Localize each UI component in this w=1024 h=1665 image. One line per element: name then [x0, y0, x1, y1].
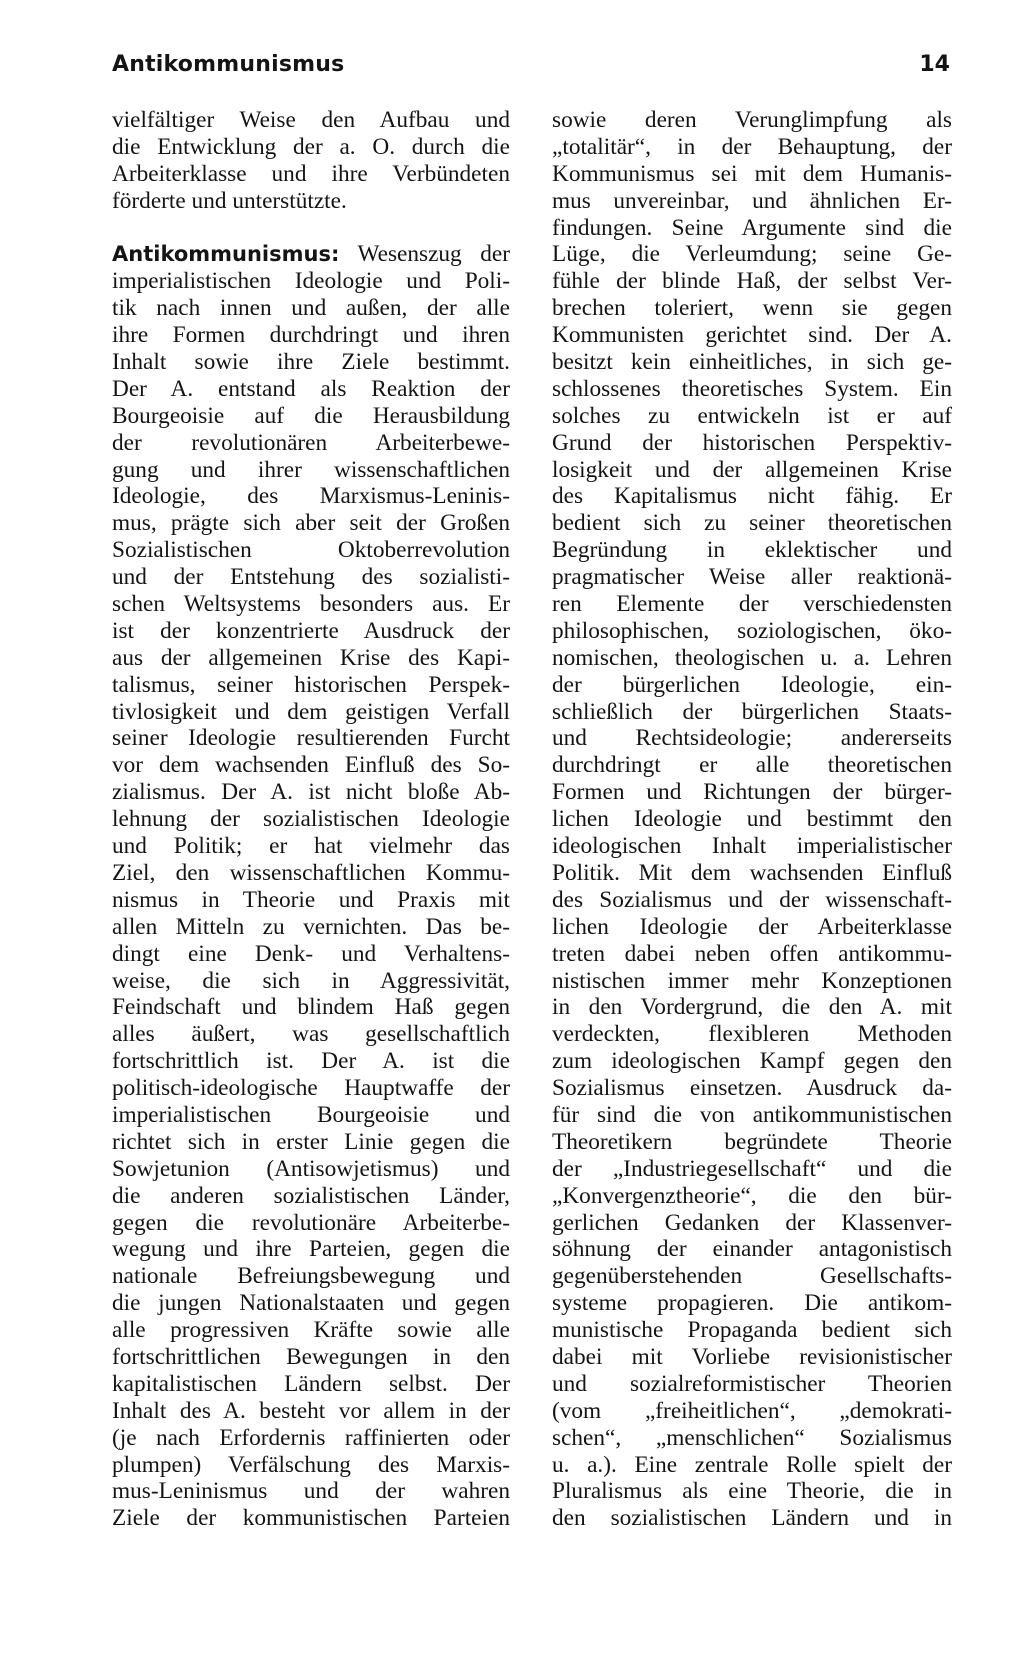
text-line: ren Elemente der verschiedensten [552, 591, 952, 618]
text-line: des Sozialismus und der wissenschaft- [552, 886, 952, 913]
text-line: nismus in Theorie und Praxis mit [112, 886, 510, 913]
paragraph-gap [112, 215, 510, 242]
text-line: verdeckten, flexibleren Methoden [552, 1021, 952, 1048]
text-line: Sowjetunion (Antisowjetismus) und [112, 1155, 510, 1182]
text-line: tivlosigkeit und dem geistigen Verfall [112, 698, 510, 725]
text-line: solches zu entwickeln ist er auf [552, 402, 952, 429]
text-line: wegung und ihre Parteien, gegen die [112, 1236, 510, 1263]
text-line: Theoretikern begründete Theorie [552, 1128, 952, 1155]
text-line: Ziel, den wissenschaftlichen Kommu- [112, 859, 510, 886]
text-line: sowie deren Verunglimpfung als [552, 107, 952, 133]
text-line: vor dem wachsenden Einfluß des So- [112, 752, 510, 779]
text-line: den sozialistischen Ländern und in [552, 1505, 952, 1532]
text-line: der „Industriegesellschaft“ und die [552, 1155, 952, 1182]
text-line: mus-Leninismus und der wahren [112, 1478, 510, 1505]
text-line: alle progressiven Kräfte sowie alle [112, 1317, 510, 1344]
text-line: plumpen) Verfälschung des Marxis- [112, 1451, 510, 1478]
text-line: dabei mit Vorliebe revisionistischer [552, 1343, 952, 1370]
text-line: gegenüberstehenden Gesellschafts- [552, 1263, 952, 1290]
text-line: „totalitär“, in der Behauptung, der [552, 133, 952, 160]
text-line: Inhalt des A. besteht vor allem in der [112, 1397, 510, 1424]
text-line: und Rechtsideologie; andererseits [552, 725, 952, 752]
text-line: Ideologie, des Marxismus-Leninis- [112, 483, 510, 510]
text-line: bedient sich zu seiner theoretischen [552, 510, 952, 537]
text-line: mus unvereinbar, und ähnlichen Er- [552, 187, 952, 214]
text-line: und sozialreformistischer Theorien [552, 1370, 952, 1397]
text-line: Lüge, die Verleumdung; seine Ge- [552, 241, 952, 268]
entry-first-line [112, 241, 510, 268]
text-line: ist der konzentrierte Ausdruck der [112, 617, 510, 644]
text-line: fortschrittlichen Bewegungen in den [112, 1343, 510, 1370]
text-line: die anderen sozialistischen Länder, [112, 1182, 510, 1209]
text-line: losigkeit und der allgemeinen Krise [552, 456, 952, 483]
text-line: Politik. Mit dem wachsenden Einfluß [552, 859, 952, 886]
text-line: treten dabei neben offen antikommu- [552, 940, 952, 967]
left-column [112, 107, 510, 1532]
text-line: Kommunismus sei mit dem Humanis- [552, 160, 952, 187]
text-line: imperialistischen Bourgeoisie und [112, 1101, 510, 1128]
text-line: schlossenes theoretisches System. Ein [552, 375, 952, 402]
text-line: söhnung der einander antagonistisch [552, 1236, 952, 1263]
text-line: förderte und unterstützte. [112, 187, 347, 214]
text-line: besitzt kein einheitliches, in sich ge- [552, 349, 952, 376]
text-line: brechen toleriert, wenn sie gegen [552, 295, 952, 322]
text-line: Arbeiterklasse und ihre Verbündeten [112, 160, 510, 187]
text-line: zialismus. Der A. ist nicht bloße Ab- [112, 779, 510, 806]
text-line: Der A. entstand als Reaktion der [112, 375, 510, 402]
text-line: Begründung in eklektischer und [552, 537, 952, 564]
text-line: Sozialismus einsetzen. Ausdruck da- [552, 1075, 952, 1102]
text-line: Pluralismus als eine Theorie, die in [552, 1478, 952, 1505]
text-line: ideologischen Inhalt imperialistischer [552, 833, 952, 860]
text-line: imperialistischen Ideologie und Poli- [112, 268, 510, 295]
text-line: in den Vordergrund, die den A. mit [552, 994, 952, 1021]
text-line: allen Mitteln zu vernichten. Das be- [112, 913, 510, 940]
entry-first-line-text: Wesenszug der [339, 241, 510, 268]
text-line: seiner Ideologie resultierenden Furcht [112, 725, 510, 752]
text-line: des Kapitalismus nicht fähig. Er [552, 483, 952, 510]
text-line: gerlichen Gedanken der Klassenver- [552, 1209, 952, 1236]
text-line: systeme propagieren. Die antikom- [552, 1290, 952, 1317]
text-line: Sozialistischen Oktoberrevolution [112, 537, 510, 564]
text-line: pragmatischer Weise aller reaktionä- [552, 564, 952, 591]
previous-entry-continuation [112, 107, 510, 215]
text-line: der bürgerlichen Ideologie, ein- [552, 671, 952, 698]
text-line: Inhalt sowie ihre Ziele bestimmt. [112, 349, 510, 376]
text-line: lichen Ideologie der Arbeiterklasse [552, 913, 952, 940]
text-line: die Entwicklung der a. O. durch die [112, 133, 510, 160]
text-line: lehnung der sozialistischen Ideologie [112, 806, 510, 833]
text-line: Feindschaft und blindem Haß gegen [112, 994, 510, 1021]
running-head: Antikommunismus [112, 52, 345, 77]
text-line: ihre Formen durchdringt und ihren [112, 322, 510, 349]
text-line: findungen. Seine Argumente sind die [552, 214, 952, 241]
text-line: politisch-ideologische Hauptwaffe der [112, 1075, 510, 1102]
text-line: Formen und Richtungen der bürger- [552, 779, 952, 806]
right-column [552, 107, 952, 1532]
text-line: schen“, „menschlichen“ Sozialismus [552, 1424, 952, 1451]
text-line: „Konvergenztheorie“, die den bür- [552, 1182, 952, 1209]
text-line: philosophischen, soziologischen, öko- [552, 617, 952, 644]
entry-lemma: Antikommunismus: [112, 242, 340, 267]
text-line: munistische Propaganda bedient sich [552, 1317, 952, 1344]
text-line: aus der allgemeinen Krise des Kapi- [112, 644, 510, 671]
text-line: (je nach Erfordernis raffinierten oder [112, 1424, 510, 1451]
text-line: richtet sich in erster Linie gegen die [112, 1128, 510, 1155]
text-line: Ziele der kommunistischen Parteien [112, 1505, 510, 1532]
text-line: (vom „freiheitlichen“, „demokrati- [552, 1397, 952, 1424]
text-line: weise, die sich in Aggressivität, [112, 967, 510, 994]
entry-antikommunismus [112, 241, 510, 1532]
text-line: vielfältiger Weise den Aufbau und [112, 107, 510, 133]
text-line: mus, prägte sich aber seit der Großen [112, 510, 510, 537]
text-line: Bourgeoisie auf die Herausbildung [112, 402, 510, 429]
page-number: 14 [919, 52, 950, 77]
text-line: für sind die von antikommunistischen [552, 1101, 952, 1128]
text-line: fortschrittlich ist. Der A. ist die [112, 1048, 510, 1075]
text-line: u. a.). Eine zentrale Rolle spielt der [552, 1451, 952, 1478]
text-line: dingt eine Denk- und Verhaltens- [112, 940, 510, 967]
text-line: nistischen immer mehr Konzeptionen [552, 967, 952, 994]
text-line: zum ideologischen Kampf gegen den [552, 1048, 952, 1075]
text-line: nationale Befreiungsbewegung und [112, 1263, 510, 1290]
text-line: gegen die revolutionäre Arbeiterbe- [112, 1209, 510, 1236]
text-line: und Politik; er hat vielmehr das [112, 833, 510, 860]
text-line: Grund der historischen Perspektiv- [552, 429, 952, 456]
text-line: alles äußert, was gesellschaftlich [112, 1021, 510, 1048]
text-line: schen Weltsystems besonders aus. Er [112, 591, 510, 618]
text-line: der revolutionären Arbeiterbewe- [112, 429, 510, 456]
text-line: lichen Ideologie und bestimmt den [552, 806, 952, 833]
text-line: kapitalistischen Ländern selbst. Der [112, 1370, 510, 1397]
text-line: talismus, seiner historischen Perspek- [112, 671, 510, 698]
text-line: schließlich der bürgerlichen Staats- [552, 698, 952, 725]
text-line: nomischen, theologischen u. a. Lehren [552, 644, 952, 671]
text-line: tik nach innen und außen, der alle [112, 295, 510, 322]
text-line: Kommunisten gerichtet sind. Der A. [552, 322, 952, 349]
text-line: die jungen Nationalstaaten und gegen [112, 1290, 510, 1317]
text-line: gung und ihrer wissenschaftlichen [112, 456, 510, 483]
text-line: und der Entstehung des sozialisti- [112, 564, 510, 591]
text-line: durchdringt er alle theoretischen [552, 752, 952, 779]
text-line: fühle der blinde Haß, der selbst Ver- [552, 268, 952, 295]
